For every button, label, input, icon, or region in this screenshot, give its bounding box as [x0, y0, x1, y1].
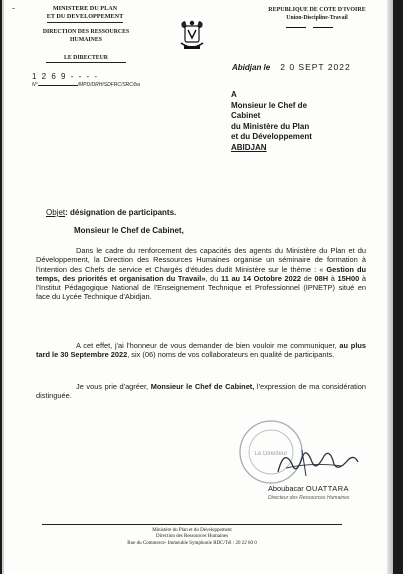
signatory-surname: OUATTARA — [305, 484, 349, 493]
recipient-line-2: Cabinet — [231, 111, 261, 120]
signatory-name — [268, 484, 349, 493]
paragraph-1 — [36, 246, 366, 302]
p1-theme: Gestion du temps, des priorités et organisation du Travail» — [36, 264, 366, 283]
margin-tick: ˉ — [12, 6, 15, 16]
reference-blank — [38, 85, 78, 86]
recipient-line-1: Monsieur le Chef de — [231, 100, 308, 110]
footer-line-1: Ministère du Plan et du Développement — [152, 528, 232, 533]
p3-text-a: Je vous prie d'agréer, — [76, 382, 151, 391]
department-block — [26, 29, 146, 44]
recipient-block — [231, 90, 312, 153]
footer-line-3: Rue du Commerce- Immeuble Symphonie RDC/Tél : 20 22 60 0 — [127, 540, 257, 546]
footer-line-2: Direction des Ressources Humaines — [155, 534, 229, 540]
coat-of-arms-emblem — [178, 19, 206, 53]
p1-dates: 11 au 14 Octobre 2022 — [221, 273, 301, 283]
p3-text-c: l'expression de ma considération distinguée. — [36, 382, 366, 401]
p1-start-time: 08H — [314, 273, 329, 283]
motto-dash-right — [313, 27, 333, 28]
page-edge — [2, 0, 4, 574]
stamp-label: Le Directeur — [254, 451, 288, 457]
p1-text-g: à — [328, 273, 338, 283]
p1-end-time: 15H00 — [337, 273, 360, 283]
salutation: Monsieur le Chef de Cabinet, — [74, 226, 184, 235]
footer-block — [42, 528, 342, 547]
reference-line — [32, 82, 140, 88]
handwritten-signature — [272, 442, 362, 482]
signatory-first-name: Aboubacar — [268, 484, 304, 493]
recipient-city: ABIDJAN — [231, 142, 267, 152]
date-place: Abidjan le — [232, 63, 271, 72]
signatory-title: Directeur des Ressources Humaines — [268, 495, 350, 501]
p1-text-e: de — [301, 273, 315, 283]
ministry-block — [30, 5, 140, 23]
ministry-line-1: MINISTERE DU PLAN — [52, 5, 118, 12]
republic-name: REPUBLIQUE DE COTE D'IVOIRE — [268, 7, 366, 13]
reference-prefix: N° — [32, 82, 38, 88]
p1-text-c: , du — [205, 273, 221, 283]
recipient-line-3: du Ministère du Plan — [231, 121, 310, 131]
ministry-line-2: ET DU DEVELOPPEMENT — [47, 13, 124, 23]
paragraph-3 — [36, 382, 366, 401]
page-shadow — [387, 0, 393, 574]
recipient-prefix: A — [231, 90, 237, 99]
p1-text-i: à l'Institut Pédagogique National de l'Enseignement Technique et Professionnel (IPNETP) situé en face du Lycée Technique d'Abidjan. — [36, 273, 366, 302]
motto-dash-left — [286, 27, 306, 28]
paragraph-2 — [36, 341, 366, 360]
p2-text-c: , six (06) noms de vos collaborateurs en qualité de participants. — [127, 350, 335, 360]
republic-motto: Union-Discipline-Travail — [286, 15, 348, 21]
subject-text: : désignation de participants. — [65, 208, 177, 217]
p3-addressee: Monsieur le Chef de Cabinet, — [150, 382, 255, 391]
director-label: LE DIRECTEUR — [46, 55, 126, 63]
letter-page — [2, 0, 393, 574]
reference-number: 1 2 6 9 - - - - — [32, 72, 99, 81]
date-line — [232, 62, 351, 72]
p2-text-a: A cet effet, j'ai l'honneur de vous demander de bien vouloir me communiquer, — [76, 341, 340, 350]
recipient-line-4: et du Développement — [231, 132, 312, 141]
reference-suffix: /MPD/DRH/SDFRC/SRC/ba — [77, 82, 140, 88]
department-line-2: HUMAINES — [70, 36, 102, 43]
footer-divider — [42, 524, 342, 525]
date-value: 2 0 SEPT 2022 — [280, 62, 351, 72]
p2-deadline: au plus tard le 30 Septembre 2022 — [36, 341, 366, 360]
republic-block — [252, 6, 382, 22]
department-line-1: DIRECTION DES RESSOURCES — [42, 29, 130, 35]
subject-line — [46, 208, 176, 217]
subject-label: Objet — [46, 208, 66, 217]
p1-text-a: Dans le cadre du renforcement des capacités des agents du Ministère du Plan et du Développement, la Direction des Ressources Humaines organise un séminaire de formation à l'intention des Chefs de service et Chargés d'études dudit Ministère sur le thème : « — [36, 246, 366, 274]
